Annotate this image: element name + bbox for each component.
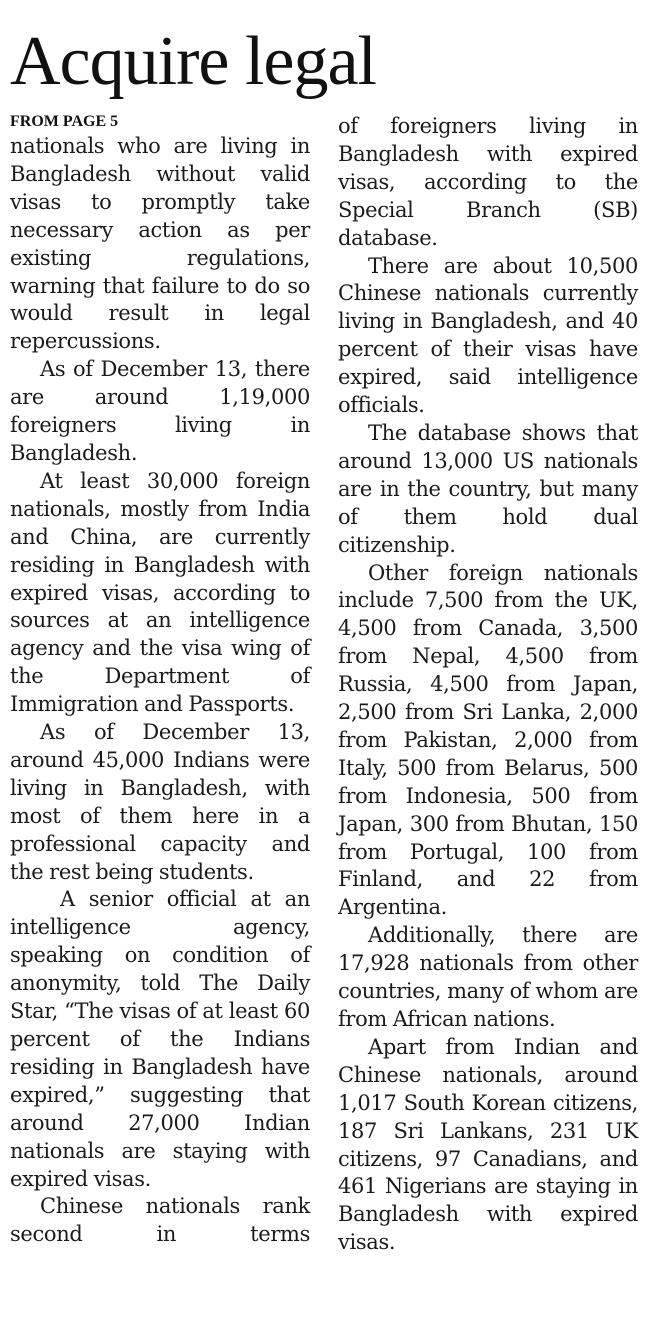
paragraph: Apart from Indian and Chinese nationals, around 1,017 South Korean citizens, 187 Sri Lankans, 231 UK citizens, 97 Canadians, and 461 Nigerians are staying in Bangladesh with expired visas. xyxy=(338,1034,638,1255)
paragraph: As of December 13, around 45,000 Indians were living in Bangladesh, with most of them here in a professional capacity and the rest being students. xyxy=(10,720,310,884)
paragraph: The database shows that around 13,000 US nationals are in the country, but many of them hold dual citizenship. xyxy=(338,420,638,557)
paragraph: At least 30,000 foreign nationals, mostly from India and China, are currently residing in Bangladesh with expired visas, according to sources at an intelligence agency and the visa wing of the Department of Immigration and Passports. xyxy=(10,468,310,717)
jump-label: FROM PAGE 5 xyxy=(10,113,119,130)
paragraph: There are about 10,500 Chinese nationals currently living in Bangladesh, and 40 percent of their visas have expired, said intelligence officials. xyxy=(338,253,638,418)
paragraph: Additionally, there are 17,928 nationals from other countries, many of whom are from African nations. xyxy=(338,923,638,1031)
article-column-left xyxy=(10,111,310,1249)
paragraph: Chinese nationals rank second in terms xyxy=(10,1194,310,1247)
paragraph: As of December 13, there are around 1,19,000 foreigners living in Bangladesh. xyxy=(10,357,310,465)
paragraph: Other foreign nationals include 7,500 from the UK, 4,500 from Canada, 3,500 from Nepal, 4,500 from Russia, 4,500 from Japan, 2,500 from Sri Lanka, 2,000 from Pakistan, 2,000 from Italy, 500 from Belarus, 500 from Indonesia, 500 from Japan, 300 from Bhutan, 150 from Portugal, 100 from Finland, and 22 from Argentina. xyxy=(338,560,638,920)
paragraph-continuation: of foreigners living in Bangladesh with expired visas, according to the Special Branch (SB) database. xyxy=(338,114,638,250)
paragraph-continuation: nationals who are living in Bangladesh without valid visas to promptly take necessary action as per existing regulations, warning that failure to do so would result in legal repercussions. xyxy=(10,134,310,354)
paragraph-quote: A senior official at an intelligence agency, speaking on condition of anonymity, told The Daily Star, “The visas of at least 60 percent of the Indians residing in Bangladesh have expired,” suggesting that around 27,000 Indian nationals are staying with expired visas. xyxy=(10,887,310,1191)
headline: Acquire legal xyxy=(10,23,376,100)
article-column-right xyxy=(338,113,638,1257)
